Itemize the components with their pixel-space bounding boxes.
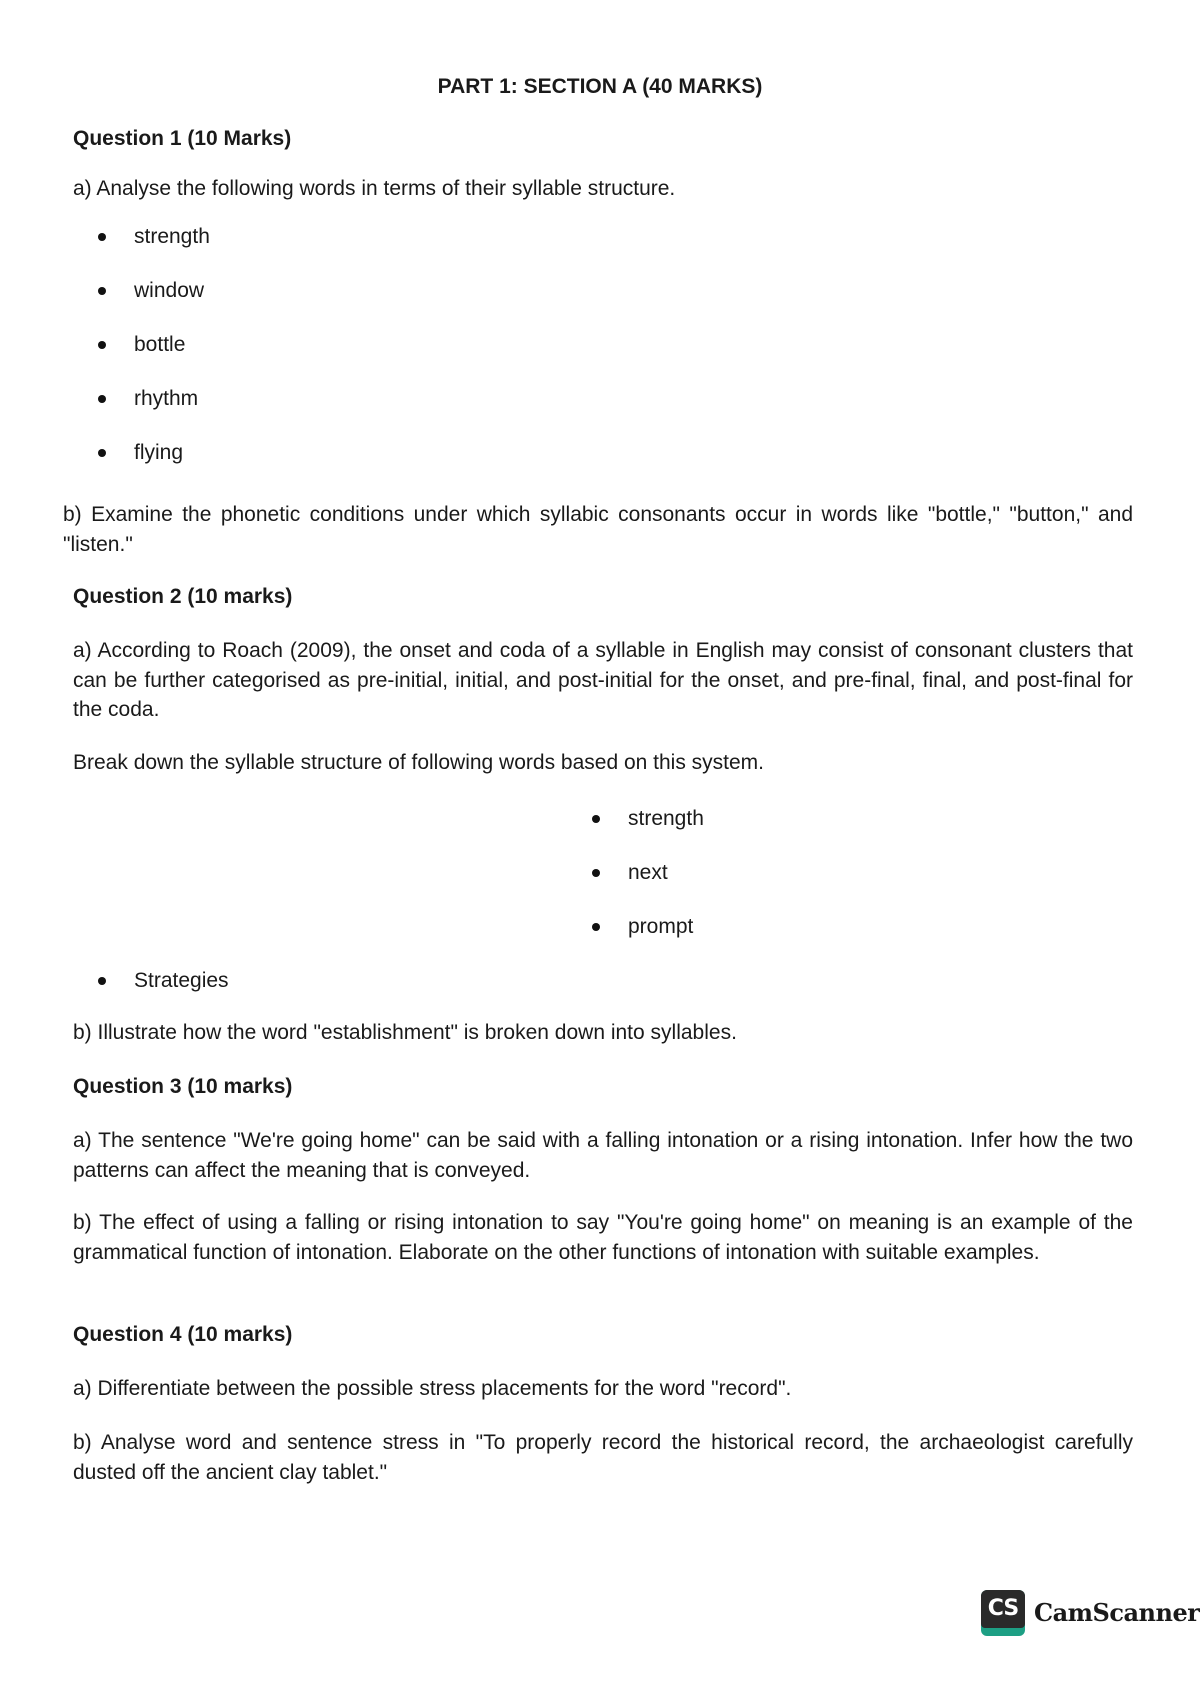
question-2-heading: Question 2 (10 marks)	[73, 585, 293, 608]
question-2-instruction: Break down the syllable structure of following words based on this system.	[73, 751, 765, 774]
question-4a-text: a) Differentiate between the possible stress placements for the word "record".	[73, 1377, 792, 1400]
bullet-icon	[98, 233, 106, 241]
q2-word: next	[628, 861, 668, 884]
camscanner-wordmark: CamScanner	[1034, 1598, 1200, 1627]
q1-word: rhythm	[134, 387, 199, 410]
bullet-icon	[98, 341, 106, 349]
question-1b-text: b) Examine the phonetic conditions under which syllabic consonants occur in words like "bottle," "button," and "listen."	[63, 503, 1133, 556]
question-2a-text: a) According to Roach (2009), the onset and coda of a syllable in English may consist of consonant clusters that can be further categorised as pre-initial, initial, and post-initial for the onset, and pre-final, final, and post-final for the coda.	[73, 639, 1133, 721]
camscanner-badge: CS	[981, 1590, 1025, 1628]
bullet-icon	[98, 395, 106, 403]
question-3b-text: b) The effect of using a falling or rising intonation to say "You're going home" on meaning is an example of the grammatical function of intonation. Elaborate on the other functions of intonation with suitable examples.	[73, 1211, 1133, 1264]
bullet-icon	[98, 449, 106, 457]
question-1-heading: Question 1 (10 Marks)	[73, 127, 292, 150]
question-3-heading: Question 3 (10 marks)	[73, 1075, 293, 1098]
camscanner-watermark	[981, 1590, 1200, 1636]
bullet-icon	[592, 923, 600, 931]
bullet-icon	[98, 287, 106, 295]
q2-word: strength	[628, 807, 704, 830]
question-3a-text: a) The sentence "We're going home" can be said with a falling intonation or a rising intonation. Infer how the two patterns can affect the meaning that is conveyed.	[73, 1129, 1133, 1182]
question-4-heading: Question 4 (10 marks)	[73, 1323, 293, 1346]
q1-word: flying	[134, 441, 184, 464]
question-4b-text: b) Analyse word and sentence stress in "To properly record the historical record, the archaeologist carefully dusted off the ancient clay tablet."	[73, 1431, 1133, 1484]
question-2b-text: b) Illustrate how the word "establishment" is broken down into syllables.	[73, 1021, 737, 1044]
question-1a-text: a) Analyse the following words in terms of their syllable structure.	[73, 177, 676, 200]
q2-word: prompt	[628, 915, 694, 938]
camscanner-logo-icon	[981, 1590, 1025, 1636]
section-title: PART 1: SECTION A (40 MARKS)	[437, 75, 763, 98]
q1-word: bottle	[134, 333, 186, 356]
q1-word: window	[134, 279, 205, 302]
bullet-icon	[98, 977, 106, 985]
q1-word: strength	[134, 225, 210, 248]
bullet-icon	[592, 869, 600, 877]
bullet-icon	[592, 815, 600, 823]
q2-extra-word: Strategies	[134, 969, 229, 992]
